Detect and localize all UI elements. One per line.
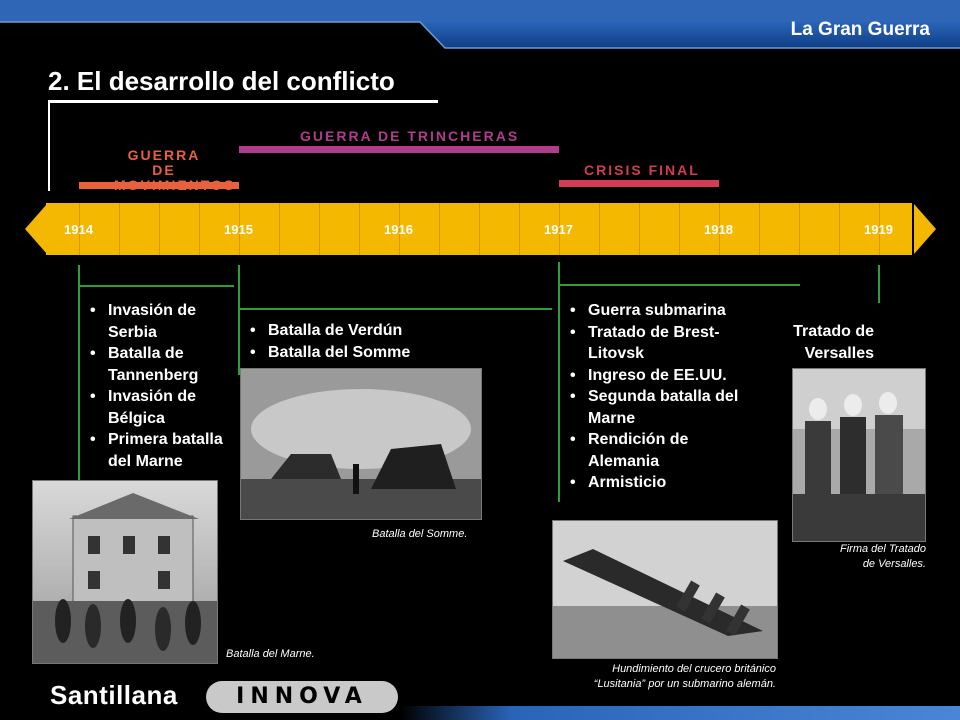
connector-1914-v xyxy=(78,265,80,485)
timeline-bar xyxy=(46,203,912,255)
topic-label: La Gran Guerra xyxy=(790,19,930,40)
caption-versalles-line2: de Versalles. xyxy=(862,558,926,570)
versalles-line1: Tratado de xyxy=(793,323,874,340)
caption-lusitania xyxy=(554,662,776,692)
caption-somme: Batalla del Somme. xyxy=(372,528,468,540)
connector-1915-h xyxy=(238,308,552,310)
connector-1919-v xyxy=(878,265,880,303)
events-1915 xyxy=(250,320,450,363)
photo-lusitania xyxy=(552,520,778,659)
brand-logo-santillana: Santillana xyxy=(50,680,178,710)
event-item: • Invasión de Serbia xyxy=(90,300,240,343)
year-1915: 1915 xyxy=(224,222,253,237)
timeline-arrow-right xyxy=(914,204,936,254)
connector-1917-v xyxy=(558,262,560,502)
event-item: • Invasión de Bélgica xyxy=(90,386,240,429)
caption-lusitania-line1: Hundimiento del crucero británico xyxy=(612,663,776,675)
year-1916: 1916 xyxy=(384,222,413,237)
title-underline xyxy=(48,100,438,103)
caption-versalles-line1: Firma del Tratado xyxy=(840,543,926,555)
event-item: • Batalla de Verdún xyxy=(250,320,450,342)
events-1917 xyxy=(570,300,740,494)
versalles-line2: Versalles xyxy=(804,344,874,362)
caption-lusitania-line2: “Lusitania” por un submarino alemán. xyxy=(593,678,776,690)
photo-marne xyxy=(32,480,218,664)
events-1914 xyxy=(90,300,240,472)
page-title: 2. El desarrollo del conflicto xyxy=(48,66,395,96)
phase-crisis-label: CRISIS FINAL xyxy=(584,162,700,178)
photo-versalles xyxy=(792,368,926,542)
event-item: • Tratado de Brest-Litovsk xyxy=(570,322,740,365)
footer-band xyxy=(400,706,960,720)
year-1919: 1919 xyxy=(864,222,893,237)
year-1914: 1914 xyxy=(64,222,93,237)
phase-trincheras-label: GUERRA DE TRINCHERAS xyxy=(300,128,520,144)
photo-somme xyxy=(240,368,482,520)
connector-1914-h xyxy=(78,285,234,287)
event-item: • Rendición de Alemania xyxy=(570,429,740,472)
phase-trincheras-bar xyxy=(239,146,559,153)
phase-crisis-bar xyxy=(559,180,719,187)
event-item: • Armisticio xyxy=(570,472,740,494)
event-1919-versalles xyxy=(770,321,874,364)
connector-1917-h xyxy=(558,284,800,286)
phase-movimientos-line1: GUERRA DE xyxy=(127,147,201,178)
event-item: • Batalla de Tannenberg xyxy=(90,343,240,386)
phase-movimientos-bar xyxy=(79,182,239,189)
title-bracket-line xyxy=(48,103,50,191)
brand-logo-innova: INNOVA xyxy=(236,684,368,709)
event-item: • Primera batalla del Marne xyxy=(90,429,240,472)
event-item: • Batalla del Somme xyxy=(250,342,450,364)
year-1918: 1918 xyxy=(704,222,733,237)
timeline-arrow-left xyxy=(25,204,47,254)
year-1917: 1917 xyxy=(544,222,573,237)
caption-versalles xyxy=(792,542,926,572)
event-item: • Segunda batalla del Marne xyxy=(570,386,740,429)
event-item: • Ingreso de EE.UU. xyxy=(570,365,740,387)
caption-marne: Batalla del Marne. xyxy=(226,648,315,660)
event-item: • Guerra submarina xyxy=(570,300,740,322)
